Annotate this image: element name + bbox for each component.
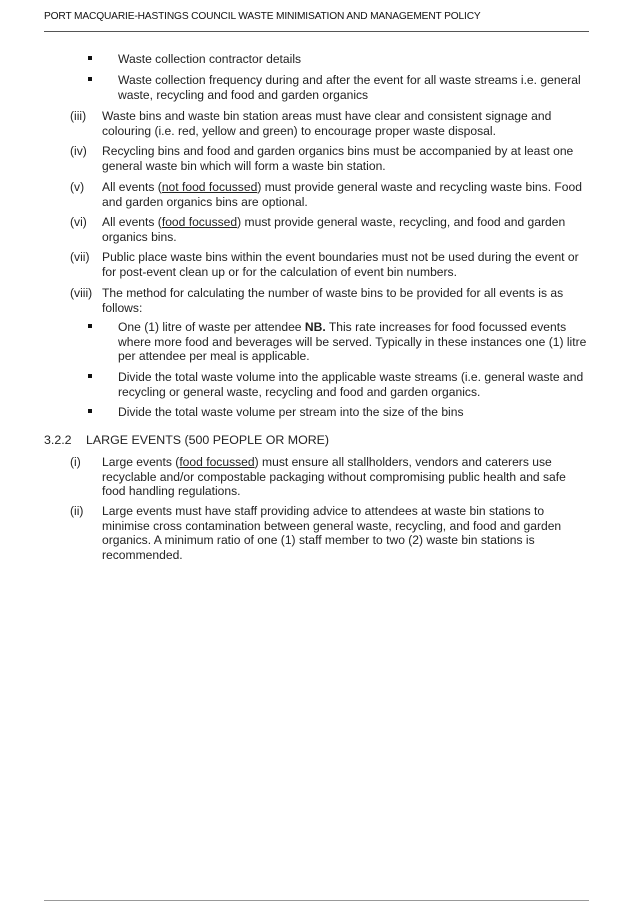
section-title: LARGE EVENTS (500 PEOPLE OR MORE)	[86, 433, 330, 447]
bullet-icon	[88, 324, 92, 328]
bullet-collection-frequency: Waste collection frequency during and after the event for all waste streams i.e. general waste, recycling and food and garden organics	[118, 73, 581, 102]
item-number: (i)	[70, 455, 81, 469]
page-header: PORT MACQUARIE-HASTINGS COUNCIL WASTE MINIMISATION AND MANAGEMENT POLICY	[44, 11, 481, 22]
bullet-icon	[88, 77, 92, 81]
footer-rule	[44, 900, 589, 901]
section-number: 3.2.2	[44, 433, 72, 447]
bullet-icon	[88, 56, 92, 60]
bullet-icon	[88, 409, 92, 413]
item-number: (ii)	[70, 504, 84, 518]
header-rule	[44, 31, 589, 32]
underlined-term: not food focussed	[161, 180, 258, 194]
underlined-term: food focussed	[161, 215, 238, 229]
bullet-icon	[88, 374, 92, 378]
item-not-food-focussed: All events (not food focussed) must provide general waste and recycling waste bins. Food and garden organics bins are optional.	[102, 180, 582, 209]
item-calculation-method: The method for calculating the number of waste bins to be provided for all events is as follows:	[102, 286, 564, 315]
item-bin-station: Recycling bins and food and garden organics bins must be accompanied by at least one general waste bin which will form a waste bin station.	[102, 144, 574, 173]
item-number: (iv)	[70, 144, 87, 158]
bullet-litre-per-attendee: One (1) litre of waste per attendee NB. This rate increases for food focussed events where more food and beverages will be served. Typically in these instances one (1) litre per attendee per meal is applicable.	[118, 320, 587, 364]
bullet-divide-bins: Divide the total waste volume per stream into the size of the bins	[118, 405, 464, 419]
item-large-staff: Large events must have staff providing advice to attendees at waste bin stations to minimise cross contamination between general waste, recycling, and food and garden organics. A minimum ratio of one (1) staff member to two (2) waste bin stations is recommended.	[102, 504, 562, 562]
item-public-place-bins: Public place waste bins within the event boundaries must not be used during the event or for post-event clean up or for the calculation of event bin numbers.	[102, 250, 579, 279]
item-number: (viii)	[70, 286, 93, 300]
bullet-divide-streams: Divide the total waste volume into the applicable waste streams (i.e. general waste and recycling or general waste, recycling and food and garden organics.	[118, 370, 584, 399]
item-number: (iii)	[70, 109, 87, 123]
item-large-packaging: Large events (food focussed) must ensure all stallholders, vendors and caterers use recyclable and/or compostable packaging without compromising public health and safe food handling regulations.	[102, 455, 566, 499]
bullet-contractor-details: Waste collection contractor details	[118, 52, 302, 66]
underlined-term: food focussed	[179, 455, 255, 469]
item-number: (vi)	[70, 215, 87, 229]
nb-label: NB.	[304, 320, 326, 334]
item-number: (vii)	[70, 250, 90, 264]
item-number: (v)	[70, 180, 85, 194]
item-food-focussed: All events (food focussed) must provide general waste, recycling, and food and garden organics bins.	[102, 215, 566, 244]
item-signage: Waste bins and waste bin station areas must have clear and consistent signage and colouring (i.e. red, yellow and green) to encourage proper waste disposal.	[102, 109, 552, 138]
